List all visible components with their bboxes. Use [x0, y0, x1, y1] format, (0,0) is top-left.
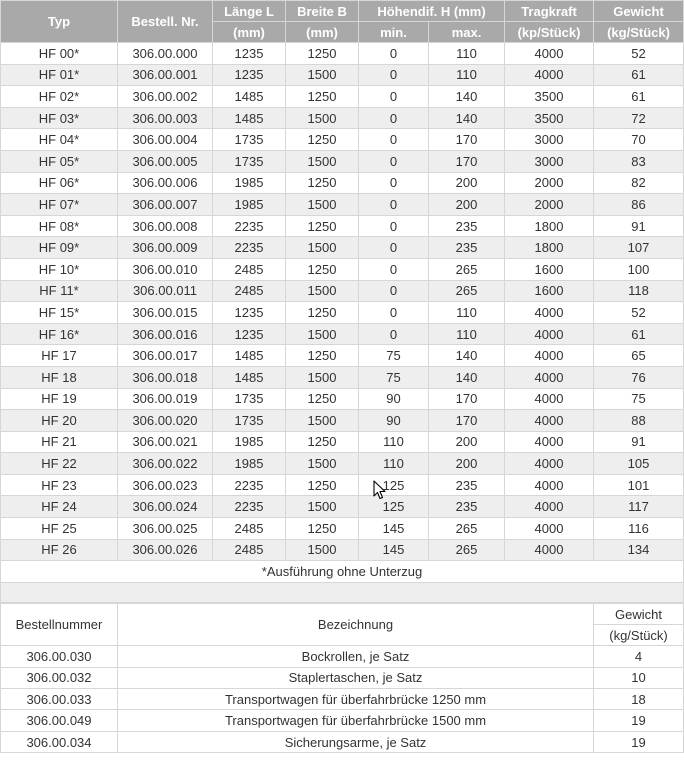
cell-typ: HF 18 — [1, 366, 118, 388]
header-laenge-unit: (mm) — [213, 22, 286, 43]
acc-cell-gewicht: 18 — [594, 689, 684, 710]
acc-header-gewicht: Gewicht — [594, 604, 684, 625]
cell-gewicht: 117 — [594, 496, 684, 518]
acc-cell-gewicht: 10 — [594, 667, 684, 688]
acc-cell-bestellnummer: 306.00.032 — [1, 667, 118, 688]
table-row — [1, 107, 684, 129]
cell-gewicht: 76 — [594, 366, 684, 388]
cell-gewicht: 91 — [594, 215, 684, 237]
cell-laenge: 1235 — [213, 302, 286, 324]
cell-gewicht: 65 — [594, 345, 684, 367]
cell-hoehe-min: 0 — [359, 64, 429, 86]
cell-hoehe-max: 140 — [429, 366, 505, 388]
acc-cell-bezeichnung: Sicherungsarme, je Satz — [118, 731, 594, 752]
cell-tragkraft: 4000 — [505, 431, 594, 453]
header-tragkraft-unit: (kp/Stück) — [505, 22, 594, 43]
cell-typ: HF 03* — [1, 107, 118, 129]
cell-gewicht: 86 — [594, 194, 684, 216]
table-row — [1, 64, 684, 86]
cell-bestell-nr: 306.00.020 — [118, 410, 213, 432]
cell-laenge: 1735 — [213, 129, 286, 151]
cell-laenge: 1735 — [213, 150, 286, 172]
cell-hoehe-max: 170 — [429, 388, 505, 410]
table-row — [1, 129, 684, 151]
cell-tragkraft: 4000 — [505, 64, 594, 86]
cell-hoehe-min: 75 — [359, 345, 429, 367]
cell-typ: HF 15* — [1, 302, 118, 324]
cell-breite: 1250 — [286, 43, 359, 65]
cell-tragkraft: 4000 — [505, 43, 594, 65]
cell-bestell-nr: 306.00.023 — [118, 474, 213, 496]
cell-hoehe-min: 90 — [359, 410, 429, 432]
cell-hoehe-max: 170 — [429, 129, 505, 151]
cell-hoehe-max: 140 — [429, 345, 505, 367]
cell-hoehe-max: 200 — [429, 194, 505, 216]
cell-bestell-nr: 306.00.009 — [118, 237, 213, 259]
cell-tragkraft: 1800 — [505, 237, 594, 259]
cell-hoehe-min: 0 — [359, 150, 429, 172]
cell-bestell-nr: 306.00.022 — [118, 453, 213, 475]
cell-hoehe-max: 265 — [429, 539, 505, 561]
header-gewicht-unit: (kg/Stück) — [594, 22, 684, 43]
cell-tragkraft: 4000 — [505, 366, 594, 388]
cell-typ: HF 06* — [1, 172, 118, 194]
cell-gewicht: 105 — [594, 453, 684, 475]
spacer-cell — [1, 583, 684, 603]
cell-bestell-nr: 306.00.004 — [118, 129, 213, 151]
footnote-row — [1, 561, 684, 583]
acc-header-gewicht-unit: (kg/Stück) — [594, 625, 684, 646]
table-row — [1, 172, 684, 194]
cell-breite: 1500 — [286, 453, 359, 475]
cell-hoehe-max: 235 — [429, 474, 505, 496]
cell-typ: HF 05* — [1, 150, 118, 172]
cell-tragkraft: 4000 — [505, 323, 594, 345]
cell-hoehe-max: 170 — [429, 150, 505, 172]
cell-hoehe-min: 0 — [359, 86, 429, 108]
cell-breite: 1250 — [286, 345, 359, 367]
table-row — [1, 539, 684, 561]
cell-typ: HF 10* — [1, 258, 118, 280]
cell-hoehe-min: 0 — [359, 129, 429, 151]
cell-hoehe-max: 235 — [429, 496, 505, 518]
cell-hoehe-min: 0 — [359, 43, 429, 65]
cell-bestell-nr: 306.00.005 — [118, 150, 213, 172]
cell-typ: HF 26 — [1, 539, 118, 561]
cell-bestell-nr: 306.00.006 — [118, 172, 213, 194]
header-min: min. — [359, 22, 429, 43]
cell-gewicht: 52 — [594, 43, 684, 65]
cell-laenge: 1985 — [213, 172, 286, 194]
cell-laenge: 1235 — [213, 43, 286, 65]
cell-gewicht: 52 — [594, 302, 684, 324]
cell-breite: 1250 — [286, 518, 359, 540]
cell-gewicht: 61 — [594, 323, 684, 345]
cell-gewicht: 116 — [594, 518, 684, 540]
cell-bestell-nr: 306.00.019 — [118, 388, 213, 410]
cell-typ: HF 16* — [1, 323, 118, 345]
cell-laenge: 2485 — [213, 539, 286, 561]
acc-cell-gewicht: 4 — [594, 646, 684, 667]
cell-hoehe-min: 0 — [359, 237, 429, 259]
cell-gewicht: 72 — [594, 107, 684, 129]
accessory-row — [1, 710, 684, 731]
cell-hoehe-max: 110 — [429, 323, 505, 345]
cell-hoehe-max: 170 — [429, 410, 505, 432]
table-row — [1, 237, 684, 259]
cell-hoehe-max: 200 — [429, 453, 505, 475]
cell-tragkraft: 4000 — [505, 474, 594, 496]
cell-tragkraft: 1600 — [505, 258, 594, 280]
header-row — [1, 1, 684, 22]
cell-breite: 1250 — [286, 431, 359, 453]
acc-header-row — [1, 604, 684, 625]
cell-tragkraft: 3500 — [505, 107, 594, 129]
cell-breite: 1250 — [286, 388, 359, 410]
cell-laenge: 1985 — [213, 194, 286, 216]
cell-gewicht: 75 — [594, 388, 684, 410]
cell-typ: HF 02* — [1, 86, 118, 108]
table-row — [1, 366, 684, 388]
spacer-row — [1, 583, 684, 603]
header-typ: Typ — [1, 1, 118, 43]
cell-bestell-nr: 306.00.011 — [118, 280, 213, 302]
cell-hoehe-max: 140 — [429, 86, 505, 108]
cell-breite: 1500 — [286, 366, 359, 388]
cell-hoehe-max: 265 — [429, 518, 505, 540]
cell-bestell-nr: 306.00.007 — [118, 194, 213, 216]
cell-laenge: 1485 — [213, 366, 286, 388]
cell-breite: 1500 — [286, 496, 359, 518]
cell-typ: HF 09* — [1, 237, 118, 259]
acc-cell-bestellnummer: 306.00.034 — [1, 731, 118, 752]
cell-hoehe-min: 0 — [359, 107, 429, 129]
acc-cell-bezeichnung: Transportwagen für überfahrbrücke 1250 mm — [118, 689, 594, 710]
table-row — [1, 431, 684, 453]
cell-tragkraft: 1600 — [505, 280, 594, 302]
cell-typ: HF 07* — [1, 194, 118, 216]
cell-typ: HF 08* — [1, 215, 118, 237]
cell-breite: 1500 — [286, 64, 359, 86]
cell-hoehe-max: 110 — [429, 302, 505, 324]
table-row — [1, 194, 684, 216]
acc-header-bezeichnung: Bezeichnung — [118, 604, 594, 646]
cell-breite: 1250 — [286, 86, 359, 108]
cell-tragkraft: 1800 — [505, 215, 594, 237]
cell-gewicht: 107 — [594, 237, 684, 259]
cell-laenge: 1485 — [213, 86, 286, 108]
cell-hoehe-min: 145 — [359, 518, 429, 540]
accessories-table — [0, 603, 684, 753]
cell-laenge: 1985 — [213, 453, 286, 475]
cell-typ: HF 22 — [1, 453, 118, 475]
cell-laenge: 1235 — [213, 64, 286, 86]
cell-tragkraft: 4000 — [505, 345, 594, 367]
accessory-row — [1, 689, 684, 710]
cell-typ: HF 25 — [1, 518, 118, 540]
cell-laenge: 1985 — [213, 431, 286, 453]
table-row — [1, 43, 684, 65]
acc-cell-bezeichnung: Transportwagen für überfahrbrücke 1500 mm — [118, 710, 594, 731]
cell-tragkraft: 4000 — [505, 388, 594, 410]
cell-bestell-nr: 306.00.025 — [118, 518, 213, 540]
cell-gewicht: 83 — [594, 150, 684, 172]
acc-cell-bezeichnung: Bockrollen, je Satz — [118, 646, 594, 667]
cell-breite: 1250 — [286, 302, 359, 324]
cell-bestell-nr: 306.00.002 — [118, 86, 213, 108]
acc-header-bestellnummer: Bestellnummer — [1, 604, 118, 646]
cell-typ: HF 23 — [1, 474, 118, 496]
cell-hoehe-min: 125 — [359, 474, 429, 496]
mouse-pointer-icon — [373, 480, 387, 500]
cell-tragkraft: 4000 — [505, 496, 594, 518]
table-row — [1, 302, 684, 324]
table-row — [1, 388, 684, 410]
cell-bestell-nr: 306.00.015 — [118, 302, 213, 324]
accessory-row — [1, 667, 684, 688]
acc-cell-bestellnummer: 306.00.049 — [1, 710, 118, 731]
cell-laenge: 2235 — [213, 496, 286, 518]
cell-hoehe-min: 75 — [359, 366, 429, 388]
cell-hoehe-min: 90 — [359, 388, 429, 410]
cell-laenge: 2485 — [213, 280, 286, 302]
cell-breite: 1500 — [286, 323, 359, 345]
cell-breite: 1250 — [286, 172, 359, 194]
cell-hoehe-max: 200 — [429, 431, 505, 453]
cell-gewicht: 91 — [594, 431, 684, 453]
header-breite-unit: (mm) — [286, 22, 359, 43]
cell-typ: HF 11* — [1, 280, 118, 302]
header-tragkraft: Tragkraft — [505, 1, 594, 22]
cell-typ: HF 17 — [1, 345, 118, 367]
cell-laenge: 1735 — [213, 388, 286, 410]
cell-gewicht: 88 — [594, 410, 684, 432]
cell-gewicht: 118 — [594, 280, 684, 302]
cell-laenge: 1485 — [213, 345, 286, 367]
accessory-row — [1, 646, 684, 667]
header-gewicht: Gewicht — [594, 1, 684, 22]
cell-hoehe-max: 265 — [429, 258, 505, 280]
acc-cell-bestellnummer: 306.00.030 — [1, 646, 118, 667]
cell-bestell-nr: 306.00.018 — [118, 366, 213, 388]
cell-hoehe-min: 0 — [359, 323, 429, 345]
accessory-row — [1, 731, 684, 752]
cell-typ: HF 20 — [1, 410, 118, 432]
cell-breite: 1500 — [286, 410, 359, 432]
acc-cell-gewicht: 19 — [594, 731, 684, 752]
cell-gewicht: 61 — [594, 64, 684, 86]
header-bestell-nr: Bestell. Nr. — [118, 1, 213, 43]
cell-laenge: 2235 — [213, 237, 286, 259]
cell-tragkraft: 4000 — [505, 518, 594, 540]
header-breite: Breite B — [286, 1, 359, 22]
cell-hoehe-min: 110 — [359, 453, 429, 475]
cell-gewicht: 70 — [594, 129, 684, 151]
cell-hoehe-min: 0 — [359, 194, 429, 216]
cell-bestell-nr: 306.00.000 — [118, 43, 213, 65]
table-row — [1, 410, 684, 432]
cell-gewicht: 61 — [594, 86, 684, 108]
cell-hoehe-min: 0 — [359, 302, 429, 324]
cell-typ: HF 04* — [1, 129, 118, 151]
cell-hoehe-min: 110 — [359, 431, 429, 453]
cell-typ: HF 00* — [1, 43, 118, 65]
cell-breite: 1250 — [286, 258, 359, 280]
cell-gewicht: 101 — [594, 474, 684, 496]
cell-breite: 1250 — [286, 215, 359, 237]
cell-laenge: 2235 — [213, 215, 286, 237]
cell-typ: HF 24 — [1, 496, 118, 518]
cell-tragkraft: 4000 — [505, 410, 594, 432]
cell-bestell-nr: 306.00.016 — [118, 323, 213, 345]
cell-hoehe-min: 145 — [359, 539, 429, 561]
cell-hoehe-max: 110 — [429, 64, 505, 86]
cell-typ: HF 21 — [1, 431, 118, 453]
cell-hoehe-min: 0 — [359, 258, 429, 280]
cell-breite: 1500 — [286, 194, 359, 216]
table-row — [1, 258, 684, 280]
cell-tragkraft: 3000 — [505, 129, 594, 151]
cell-laenge: 1235 — [213, 323, 286, 345]
cell-breite: 1500 — [286, 107, 359, 129]
cell-tragkraft: 4000 — [505, 302, 594, 324]
cell-hoehe-max: 200 — [429, 172, 505, 194]
cell-hoehe-max: 235 — [429, 215, 505, 237]
cell-gewicht: 134 — [594, 539, 684, 561]
cell-bestell-nr: 306.00.017 — [118, 345, 213, 367]
acc-cell-bestellnummer: 306.00.033 — [1, 689, 118, 710]
table-row — [1, 518, 684, 540]
header-hoehendif: Höhendif. H (mm) — [359, 1, 505, 22]
table-row — [1, 345, 684, 367]
cell-laenge: 2485 — [213, 518, 286, 540]
cell-hoehe-min: 0 — [359, 215, 429, 237]
cell-gewicht: 82 — [594, 172, 684, 194]
cell-tragkraft: 4000 — [505, 453, 594, 475]
table-row — [1, 215, 684, 237]
cell-breite: 1500 — [286, 150, 359, 172]
cell-bestell-nr: 306.00.008 — [118, 215, 213, 237]
cell-tragkraft: 3500 — [505, 86, 594, 108]
table-row — [1, 86, 684, 108]
cell-bestell-nr: 306.00.021 — [118, 431, 213, 453]
cell-breite: 1500 — [286, 280, 359, 302]
cell-hoehe-min: 0 — [359, 172, 429, 194]
table-row — [1, 150, 684, 172]
cell-bestell-nr: 306.00.003 — [118, 107, 213, 129]
cell-tragkraft: 2000 — [505, 194, 594, 216]
cell-hoehe-min: 0 — [359, 280, 429, 302]
cell-bestell-nr: 306.00.024 — [118, 496, 213, 518]
header-laenge: Länge L — [213, 1, 286, 22]
cell-tragkraft: 3000 — [505, 150, 594, 172]
cell-hoehe-max: 110 — [429, 43, 505, 65]
cell-typ: HF 19 — [1, 388, 118, 410]
cell-breite: 1500 — [286, 539, 359, 561]
cell-tragkraft: 4000 — [505, 539, 594, 561]
table-row — [1, 280, 684, 302]
cell-laenge: 1735 — [213, 410, 286, 432]
cell-hoehe-max: 235 — [429, 237, 505, 259]
cell-hoehe-min: 125 — [359, 496, 429, 518]
cell-laenge: 2235 — [213, 474, 286, 496]
cell-bestell-nr: 306.00.001 — [118, 64, 213, 86]
cell-hoehe-max: 140 — [429, 107, 505, 129]
acc-cell-bezeichnung: Staplertaschen, je Satz — [118, 667, 594, 688]
table-row — [1, 496, 684, 518]
cell-hoehe-max: 265 — [429, 280, 505, 302]
header-max: max. — [429, 22, 505, 43]
cell-breite: 1250 — [286, 129, 359, 151]
table-row — [1, 453, 684, 475]
table-row — [1, 474, 684, 496]
cell-laenge: 2485 — [213, 258, 286, 280]
cell-bestell-nr: 306.00.010 — [118, 258, 213, 280]
cell-breite: 1250 — [286, 474, 359, 496]
acc-cell-gewicht: 19 — [594, 710, 684, 731]
cell-tragkraft: 2000 — [505, 172, 594, 194]
cell-gewicht: 100 — [594, 258, 684, 280]
cell-laenge: 1485 — [213, 107, 286, 129]
cell-bestell-nr: 306.00.026 — [118, 539, 213, 561]
cell-typ: HF 01* — [1, 64, 118, 86]
table-row — [1, 323, 684, 345]
cell-breite: 1500 — [286, 237, 359, 259]
footnote: *Ausführung ohne Unterzug — [1, 561, 684, 583]
